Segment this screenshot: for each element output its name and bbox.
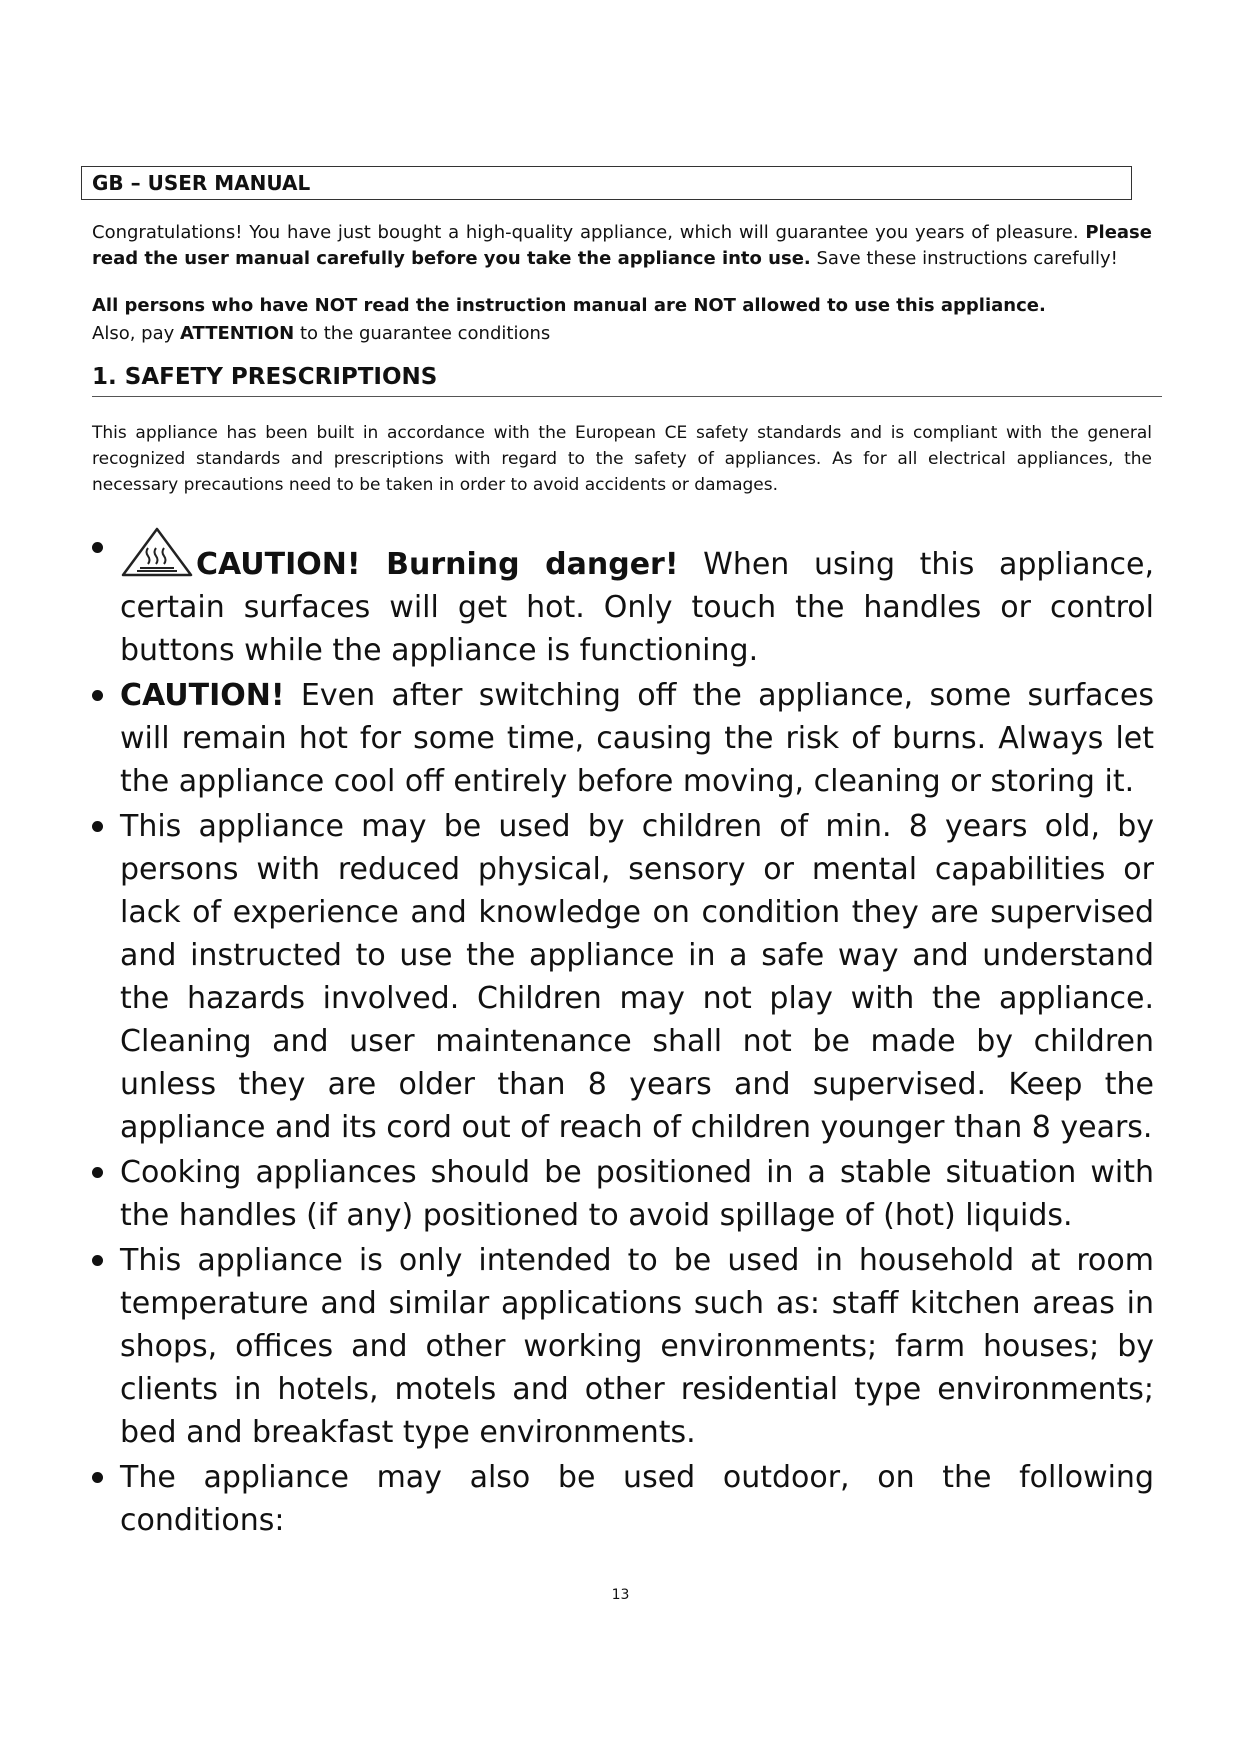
intro-please-read: Please read the user manual carefully before you take the appliance into use.: [92, 222, 1152, 269]
bullet-children: [92, 805, 1154, 1149]
safety-bullet-list: [92, 526, 1154, 1544]
bullet-3-text: This appliance may be used by children of min. 8 years old, by persons with reduced physical, sensory or mental capabilities or lack of experience and knowledge on condition they are supervised and instructed to use the appliance in a safe way and understand the hazards involved. Children may not play with the appliance. Cleaning and user maintenance shall not be made by children unless they are older than 8 years and supervised. Keep the appliance and its cord out of reach of children younger than 8 years.: [120, 809, 1154, 1145]
bullet-residual-heat: [92, 674, 1154, 803]
attention-text: ATTENTION: [180, 323, 295, 344]
bullet-dot-icon: [92, 1472, 103, 1483]
hot-surface-warning-icon: [120, 526, 194, 578]
intro-congrats: Congratulations! You have just bought a high-quality appliance, which will guarantee you years of pleasure.: [92, 222, 1079, 243]
bullet-1-text: When using this appliance, certain surfaces will get hot. Only touch the handles or control buttons while the appliance is functioning.: [120, 547, 1155, 668]
guarantee-text: to the guarantee conditions: [299, 323, 551, 344]
notice-paragraph: [92, 292, 1152, 348]
bullet-6-text: The appliance may also be used outdoor, on the following conditions:: [120, 1460, 1154, 1538]
persons-warning: All persons who have NOT read the instruction manual are NOT allowed to use this appliance.: [92, 295, 1046, 316]
residual-heat-caution: CAUTION!: [120, 678, 285, 713]
bullet-5-text: This appliance is only intended to be used in household at room temperature and similar applications such as: staff kitchen areas in shops, offices and other working environments; farm houses; by clients in hotels, motels and other residential type environments; bed and breakfast type environments.: [120, 1243, 1154, 1450]
intro-paragraph: [92, 220, 1152, 272]
document-title: GB – USER MANUAL: [81, 166, 1132, 200]
burning-danger-caution: CAUTION! Burning danger!: [196, 547, 679, 582]
bullet-burning-danger: [92, 526, 1154, 672]
bullet-dot-icon: [92, 1255, 103, 1266]
bullet-household-use: [92, 1239, 1154, 1454]
section-intro: This appliance has been built in accordance with the European CE safety standards and is compliant with the general recognized standards and prescriptions with regard to the safety of appliances. As for all electrical appliances, the necessary precautions need to be taken in order to avoid accidents or damages.: [92, 423, 1152, 495]
bullet-stable-position: [92, 1151, 1154, 1237]
bullet-2-text: Even after switching off the appliance, some surfaces will remain hot for some time, causing the risk of burns. Always let the appliance cool off entirely before moving, cleaning or storing it.: [120, 678, 1154, 799]
bullet-dot-icon: [92, 1167, 103, 1178]
page-number: 13: [611, 1587, 630, 1603]
bullet-dot-icon: [92, 690, 103, 701]
intro-save: Save these instructions carefully!: [816, 248, 1118, 269]
bullet-dot-icon: [92, 821, 103, 832]
bullet-4-text: Cooking appliances should be positioned in a stable situation with the handles (if any) positioned to avoid spillage of (hot) liquids.: [120, 1155, 1154, 1233]
bullet-dot-icon: [92, 542, 103, 553]
bullet-outdoor-use: [92, 1456, 1154, 1542]
section-heading: 1. SAFETY PRESCRIPTIONS: [92, 364, 1162, 397]
also-pay-text: Also, pay: [92, 323, 175, 344]
